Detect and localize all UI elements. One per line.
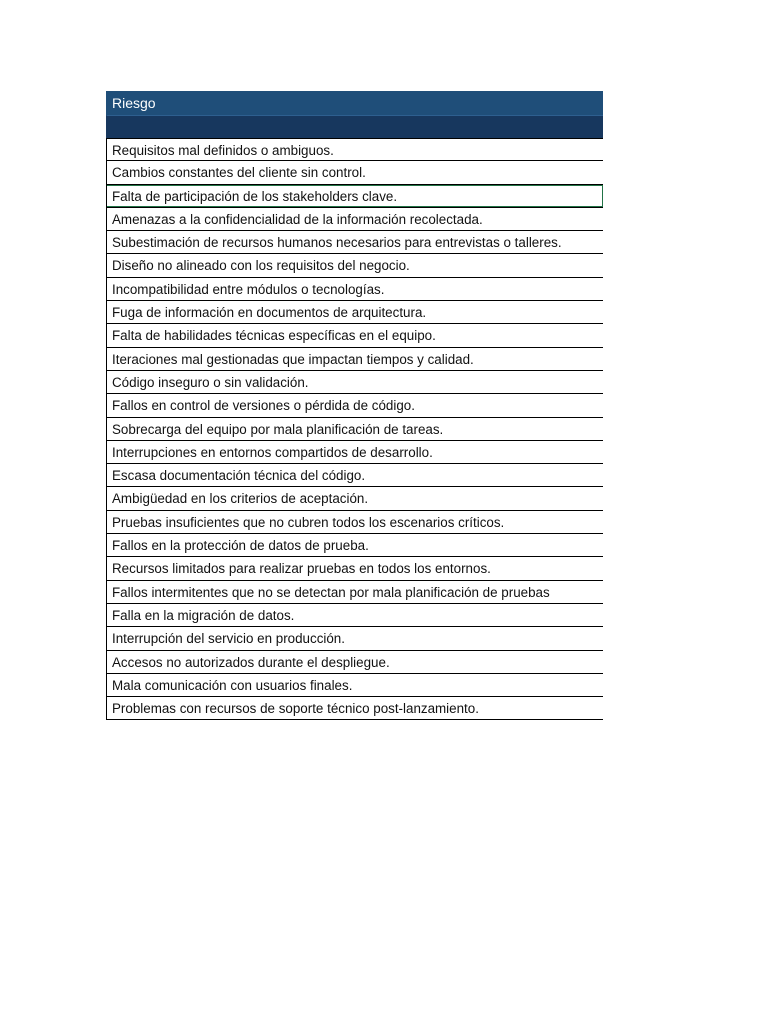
table-row[interactable]: Iteraciones mal gestionadas que impactan tiempos y calidad. bbox=[107, 348, 603, 371]
column-header-riesgo[interactable]: Riesgo bbox=[106, 91, 603, 115]
table-row[interactable]: Cambios constantes del cliente sin control. bbox=[107, 161, 603, 184]
column-subheader[interactable] bbox=[106, 115, 603, 138]
table-row[interactable]: Recursos limitados para realizar pruebas en todos los entornos. bbox=[107, 557, 603, 580]
table-row[interactable]: Accesos no autorizados durante el despliegue. bbox=[107, 651, 603, 674]
table-row[interactable]: Interrupción del servicio en producción. bbox=[107, 627, 603, 650]
table-row[interactable]: Amenazas a la confidencialidad de la información recolectada. bbox=[107, 208, 603, 231]
table-row[interactable]: Fallos intermitentes que no se detectan por mala planificación de pruebas bbox=[107, 581, 603, 604]
table-rows bbox=[106, 138, 603, 720]
table-row[interactable]: Código inseguro o sin validación. bbox=[107, 371, 603, 394]
table-row[interactable]: Ambigüedad en los criterios de aceptación. bbox=[107, 487, 603, 510]
table-row[interactable]: Incompatibilidad entre módulos o tecnologías. bbox=[107, 278, 603, 301]
table-row[interactable]: Sobrecarga del equipo por mala planificación de tareas. bbox=[107, 418, 603, 441]
table-row[interactable]: Escasa documentación técnica del código. bbox=[107, 464, 603, 487]
table-row[interactable]: Subestimación de recursos humanos necesarios para entrevistas o talleres. bbox=[107, 231, 603, 254]
table-row[interactable]: Fallos en la protección de datos de prueba. bbox=[107, 534, 603, 557]
table-row[interactable]: Falla en la migración de datos. bbox=[107, 604, 603, 627]
table-row[interactable]: Mala comunicación con usuarios finales. bbox=[107, 674, 603, 697]
table-row-selected[interactable]: Falta de participación de los stakeholders clave. bbox=[107, 185, 603, 208]
table-row[interactable]: Interrupciones en entornos compartidos de desarrollo. bbox=[107, 441, 603, 464]
risk-table bbox=[106, 91, 603, 720]
table-row[interactable]: Pruebas insuficientes que no cubren todos los escenarios críticos. bbox=[107, 511, 603, 534]
table-row[interactable]: Fuga de información en documentos de arquitectura. bbox=[107, 301, 603, 324]
table-row[interactable]: Requisitos mal definidos o ambiguos. bbox=[107, 138, 603, 161]
table-row[interactable]: Fallos en control de versiones o pérdida de código. bbox=[107, 394, 603, 417]
table-row[interactable]: Falta de habilidades técnicas específicas en el equipo. bbox=[107, 324, 603, 347]
table-row[interactable]: Diseño no alineado con los requisitos del negocio. bbox=[107, 254, 603, 277]
table-row[interactable]: Problemas con recursos de soporte técnico post-lanzamiento. bbox=[107, 697, 603, 720]
